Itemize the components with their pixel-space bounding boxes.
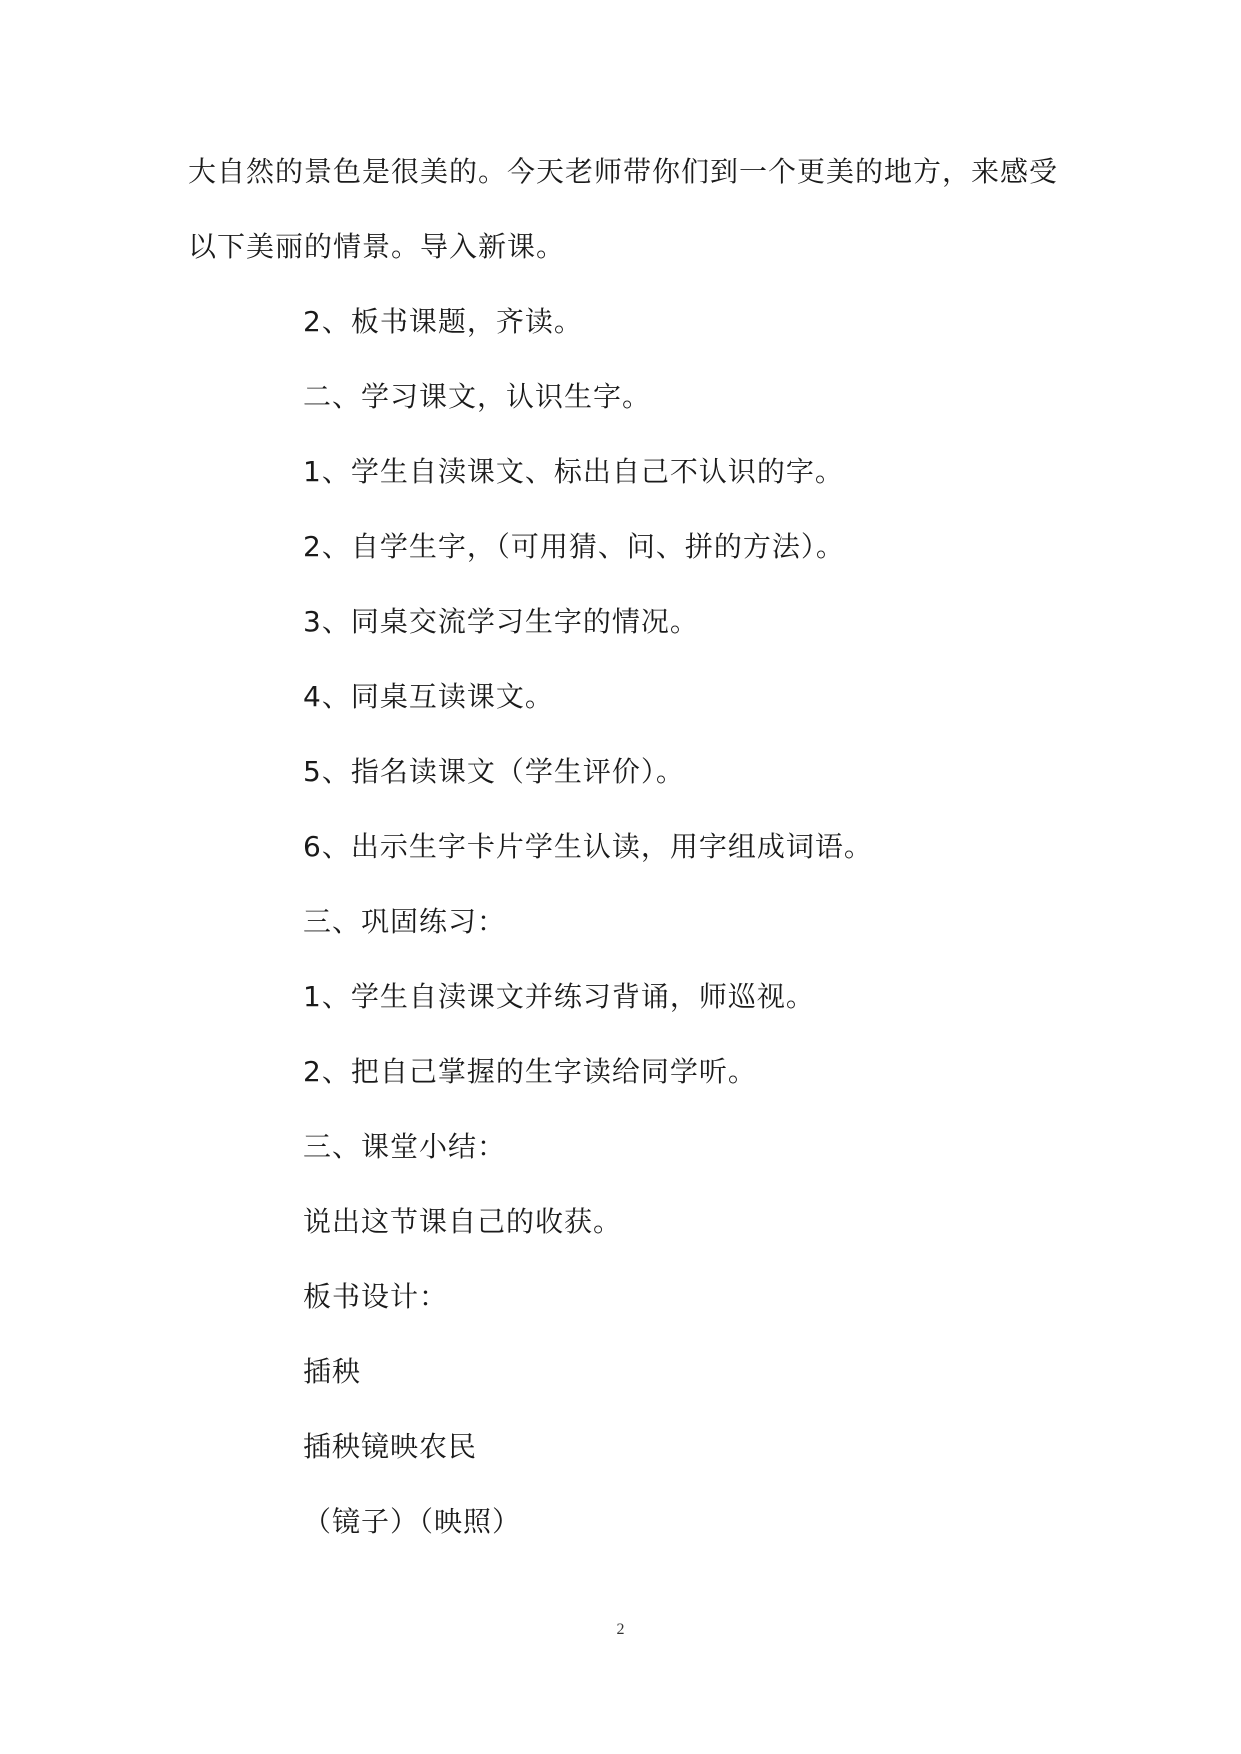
list-item: 4、同桌互读课文。 bbox=[303, 680, 554, 713]
list-item: 6、出示生字卡片学生认读，用字组成词语。 bbox=[303, 830, 873, 863]
section-heading: 二、学习课文，认识生字。 bbox=[303, 380, 652, 413]
paragraph-line: 大自然的景色是很美的。今天老师带你们到一个更美的地方，来感受 bbox=[188, 155, 1059, 188]
section-heading: 三、课堂小结： bbox=[303, 1130, 507, 1163]
paragraph-line: （镜子）（映照） bbox=[303, 1505, 522, 1538]
list-item: 3、同桌交流学习生字的情况。 bbox=[303, 605, 699, 638]
list-item: 2、自学生字，（可用猜、问、拼的方法）。 bbox=[303, 530, 845, 563]
page-number: 2 bbox=[616, 1621, 625, 1638]
list-item: 5、指名读课文（学生评价）。 bbox=[303, 755, 685, 788]
paragraph-line: 插秧镜映农民 bbox=[303, 1430, 478, 1463]
paragraph-line: 说出这节课自己的收获。 bbox=[303, 1205, 623, 1238]
list-item: 1、学生自渎课文、标出自己不认识的字。 bbox=[303, 455, 844, 488]
paragraph-line: 插秧 bbox=[303, 1355, 362, 1388]
paragraph-line: 以下美丽的情景。导入新课。 bbox=[188, 230, 566, 263]
list-item: 2、把自己掌握的生字读给同学听。 bbox=[303, 1055, 757, 1088]
section-heading: 板书设计： bbox=[303, 1280, 449, 1313]
list-item: 2、板书课题，齐读。 bbox=[303, 305, 583, 338]
section-heading: 三、巩固练习： bbox=[303, 905, 507, 938]
list-item: 1、学生自渎课文并练习背诵，师巡视。 bbox=[303, 980, 815, 1013]
